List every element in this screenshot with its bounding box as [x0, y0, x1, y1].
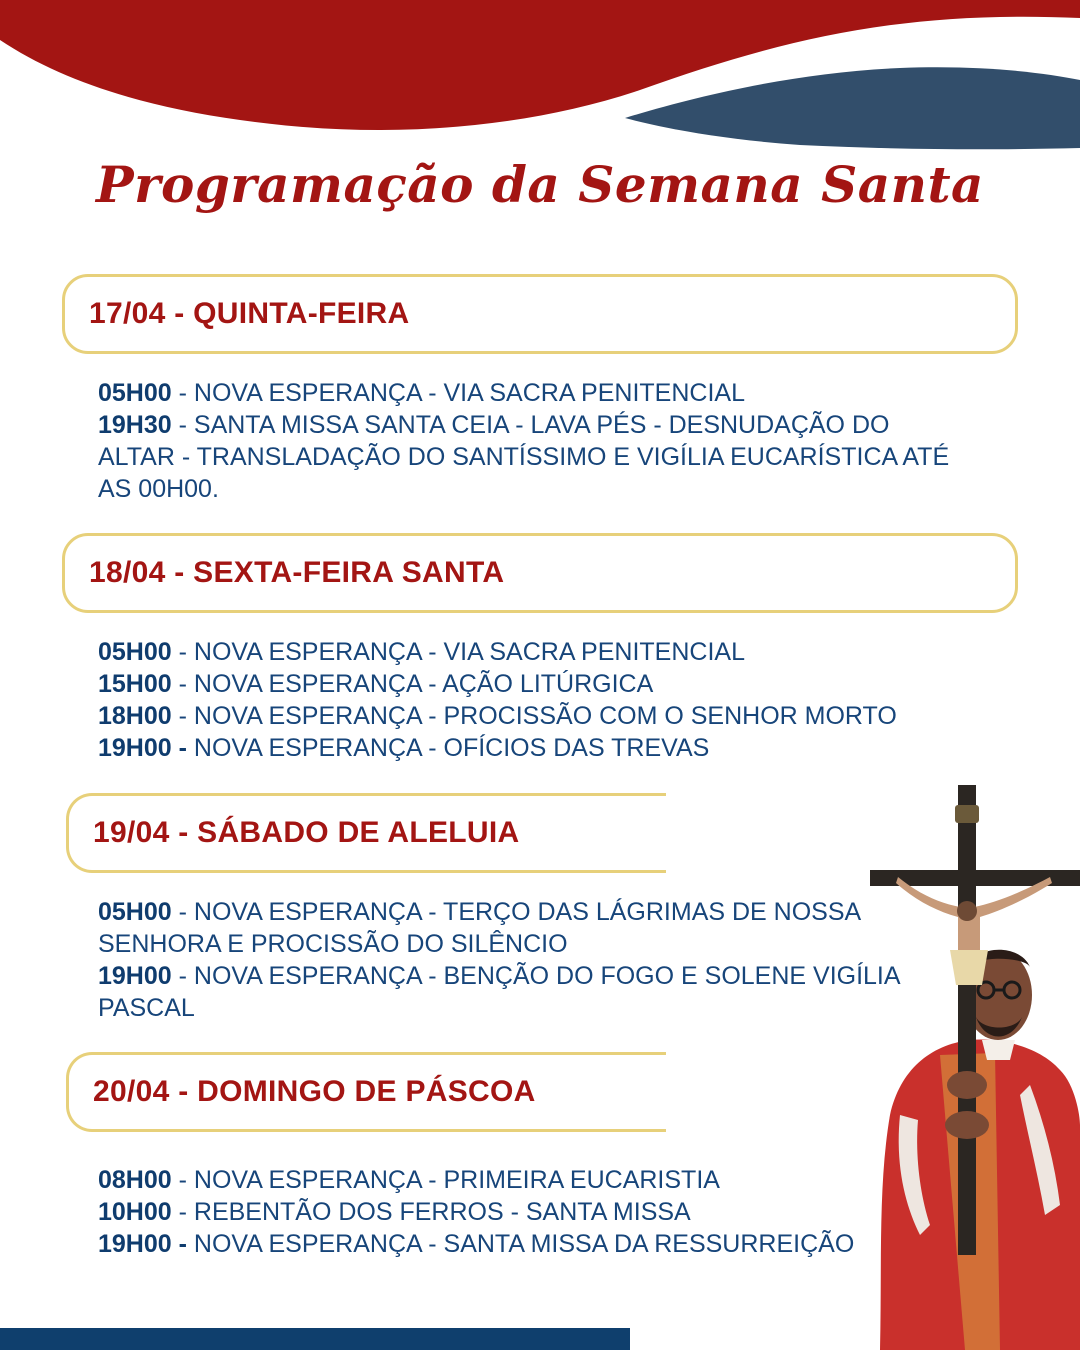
event-item: 05H00 - NOVA ESPERANÇA - VIA SACRA PENITENCIAL	[98, 638, 745, 666]
event-time: 15H00	[98, 670, 172, 698]
event-time: 19H00 -	[98, 734, 187, 762]
event-text: NOVA ESPERANÇA - OFÍCIOS DAS TREVAS	[193, 734, 710, 762]
event-list	[98, 1164, 888, 1260]
event-item: 19H00 - NOVA ESPERANÇA - BENÇÃO DO FOGO E SOLENE VIGÍLIA PASCAL	[98, 962, 900, 1022]
event-item: 18H00 - NOVA ESPERANÇA - PROCISSÃO COM O SENHOR MORTO	[98, 702, 897, 730]
event-time: 19H00 -	[98, 1230, 187, 1258]
event-text: NOVA ESPERANÇA - VIA SACRA PENITENCIAL	[193, 638, 745, 666]
event-time: 05H00	[98, 379, 172, 407]
event-text: NOVA ESPERANÇA - PROCISSÃO COM O SENHOR MORTO	[193, 702, 897, 730]
event-text: NOVA ESPERANÇA - BENÇÃO DO FOGO E SOLENE VIGÍLIA PASCAL	[98, 962, 900, 1022]
event-item: 05H00 - NOVA ESPERANÇA - VIA SACRA PENITENCIAL	[98, 379, 745, 407]
day-heading: 17/04 - QUINTA-FEIRA	[89, 297, 410, 330]
event-time: 18H00	[98, 702, 172, 730]
event-text: NOVA ESPERANÇA - VIA SACRA PENITENCIAL	[193, 379, 745, 407]
top-wave-decoration	[0, 0, 1080, 160]
event-text: NOVA ESPERANÇA - SANTA MISSA DA RESSURREIÇÃO	[193, 1230, 855, 1258]
event-item	[98, 1228, 888, 1260]
event-list	[98, 377, 958, 505]
bottom-accent-bar	[0, 1328, 630, 1350]
day-heading: 19/04 - SÁBADO DE ALELUIA	[93, 816, 520, 849]
event-item: 10H00 - REBENTÃO DOS FERROS - SANTA MISSA	[98, 1198, 691, 1226]
event-text: NOVA ESPERANÇA - TERÇO DAS LÁGRIMAS DE NOSSA SENHORA E PROCISSÃO DO SILÊNCIO	[98, 898, 860, 958]
event-item: 05H00 - NOVA ESPERANÇA - TERÇO DAS LÁGRIMAS DE NOSSA SENHORA E PROCISSÃO DO SILÊNCIO	[98, 898, 860, 958]
page-title: Programação da Semana Santa	[96, 155, 984, 214]
day-header-domingo-de-pascoa	[66, 1052, 666, 1132]
event-time: 10H00	[98, 1198, 172, 1226]
event-text: NOVA ESPERANÇA - AÇÃO LITÚRGICA	[193, 670, 654, 698]
day-header-quinta-feira	[62, 274, 1018, 354]
event-item: 19H30 - SANTA MISSA SANTA CEIA - LAVA PÉS - DESNUDAÇÃO DO ALTAR - TRANSLADAÇÃO DO SANTÍSSIMO E VIGÍLIA EUCARÍSTICA ATÉ AS 00H00.	[98, 411, 950, 503]
event-text: REBENTÃO DOS FERROS - SANTA MISSA	[193, 1198, 691, 1226]
event-item: 08H00 - NOVA ESPERANÇA - PRIMEIRA EUCARISTIA	[98, 1166, 720, 1194]
event-time: 05H00	[98, 638, 172, 666]
event-time: 05H00	[98, 898, 172, 926]
day-heading: 18/04 - SEXTA-FEIRA SANTA	[89, 556, 505, 589]
event-text: NOVA ESPERANÇA - PRIMEIRA EUCARISTIA	[193, 1166, 720, 1194]
event-text: SANTA MISSA SANTA CEIA - LAVA PÉS - DESNUDAÇÃO DO ALTAR - TRANSLADAÇÃO DO SANTÍSSIMO E VIGÍLIA EUCARÍSTICA ATÉ AS 00H00.	[98, 411, 950, 503]
event-time: 19H30	[98, 411, 172, 439]
event-time: 19H00	[98, 962, 172, 990]
day-heading: 20/04 - DOMINGO DE PÁSCOA	[93, 1075, 536, 1108]
priest-with-crucifix-illustration	[870, 785, 1080, 1350]
event-list	[98, 896, 928, 1024]
event-list	[98, 636, 958, 764]
event-item	[98, 732, 958, 764]
event-item: 15H00 - NOVA ESPERANÇA - AÇÃO LITÚRGICA	[98, 670, 654, 698]
event-time: 08H00	[98, 1166, 172, 1194]
day-header-sexta-feira-santa	[62, 533, 1018, 613]
day-header-sabado-de-aleluia	[66, 793, 666, 873]
